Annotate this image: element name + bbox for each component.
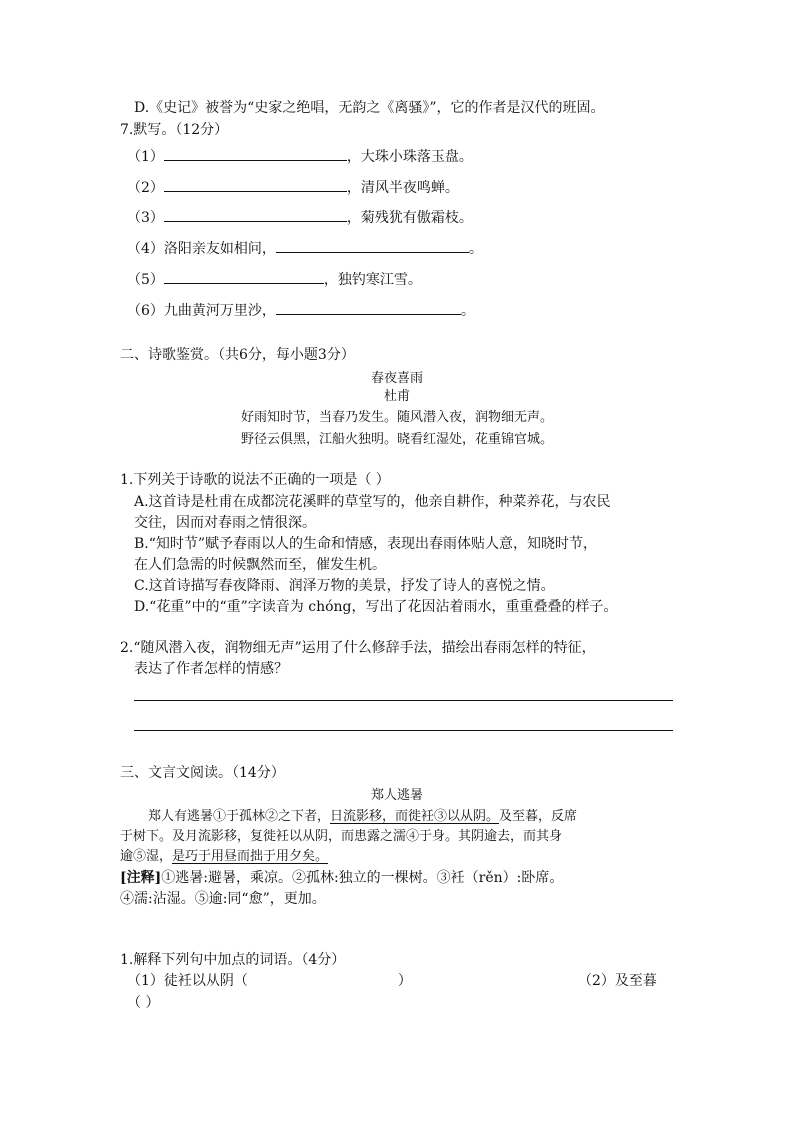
answer-blank[interactable] [276, 237, 469, 253]
poetry-q1-option-d: D.“花重”中的“重”字读音为 chóng，写出了花因沾着雨水，重重叠叠的样子。 [134, 599, 618, 615]
underlined-sentence: 是巧于用昼而拙于用夕矣。 [172, 849, 329, 864]
item-text: ，大珠小珠落玉盘。 [346, 149, 473, 165]
classical-q1-stem: 1.解释下列句中加点的词语。（4分） [120, 952, 346, 968]
passage-text: 及至暮，反席 [499, 809, 578, 824]
item-text: 。 [468, 241, 483, 257]
passage-text: 郑人有逃暑①于孤林②之下者， [148, 809, 331, 824]
answer-line[interactable] [134, 700, 673, 701]
answer-blank[interactable] [164, 145, 347, 161]
item-text: 洛阳亲友如相问， [163, 241, 276, 257]
item-text: 。 [460, 303, 475, 319]
poetry-q2-line-1: 2.“随风潜入夜，润物细无声”运用了什么修辞手法，描绘出春雨怎样的特征， [120, 640, 596, 656]
section-2-heading: 二、诗歌鉴赏。（共6分，每小题3分） [120, 347, 355, 363]
q7-item-3 [127, 206, 473, 228]
item-number: （2） [127, 180, 164, 196]
poetry-q1-option-c: C.这首诗描写春夜降雨、润泽万物的美景，抒发了诗人的喜悦之情。 [134, 578, 555, 594]
answer-blank[interactable] [164, 176, 347, 192]
classical-q1-item-2-paren[interactable]: （ ） [127, 995, 160, 1011]
answer-blank[interactable] [276, 299, 461, 315]
q7-item-6 [127, 299, 475, 321]
item-text: ，独钓寒江雪。 [323, 272, 422, 288]
item-text: ，清风半夜鸣蝉。 [346, 180, 459, 196]
passage-title: 郑人逃暑 [370, 788, 423, 803]
poetry-q1-stem: 1.下列关于诗歌的说法不正确的一项是（ ） [120, 472, 390, 488]
item-number: （1） [127, 149, 164, 165]
classical-q1-item-1 [127, 971, 412, 991]
poem-author: 杜甫 [383, 389, 410, 404]
item-text: ，菊残犹有傲霜枝。 [346, 210, 473, 226]
poetry-q1-option-b-cont: 在人们急需的时候飘然而至，催发生机。 [134, 557, 386, 573]
annotation-line-2: ④濡:沾湿。⑤逾:同“愈”，更加。 [120, 891, 326, 907]
poem-line-1: 好雨知时节，当春乃发生。随风潜入夜，润物细无声。 [240, 410, 553, 425]
q7-item-4 [127, 237, 483, 259]
q6-option-d: D.《史记》被誉为“史家之绝唱，无韵之《离骚》”，它的作者是汉代的班固。 [134, 100, 605, 116]
poetry-q1-option-b: B.“知时节”赋予春雨以人的生命和情感，表现出春雨体贴人意，知晓时节， [134, 536, 598, 552]
item-number: （3） [127, 210, 164, 226]
poetry-q1-option-a-cont: 交往，因而对春雨之情很深。 [134, 515, 316, 531]
item-text: ） [397, 973, 412, 989]
annotation-line-1 [120, 868, 563, 888]
passage-line-2: 于树下。及月流影移，复徙衽以从阴，而患露之濡④于身。其阴逾去，而其身 [120, 829, 563, 844]
passage-line-1 [148, 807, 577, 827]
poem-line-2: 野径云俱黑，江船火独明。晓看红湿处，花重锦官城。 [240, 432, 553, 447]
item-number: （6） [127, 303, 164, 319]
classical-q1-item-2: （2）及至暮 [578, 973, 657, 989]
answer-line[interactable] [134, 730, 673, 731]
poem-title: 春夜喜雨 [370, 371, 423, 386]
poetry-q2-line-2: 表达了作者怎样的情感？ [134, 661, 288, 677]
item-text: 九曲黄河万里沙， [163, 303, 276, 319]
answer-blank[interactable] [164, 268, 324, 284]
q7-item-2 [127, 176, 459, 198]
item-number: （5） [127, 272, 164, 288]
q7-item-1 [127, 145, 473, 167]
passage-text: 逾⑤湿， [120, 849, 173, 864]
annotation-label: [注释] [120, 870, 162, 886]
item-number: （4） [127, 241, 164, 257]
item-text: （1）徒衽以从阴（ [127, 973, 248, 989]
underlined-sentence: 日流影移，而徙衽③以从阴。 [330, 809, 500, 824]
passage-line-3 [120, 847, 328, 867]
section-3-heading: 三、文言文阅读。（14分） [120, 765, 285, 781]
annotation-text: ①逃暑:避暑，乘凉。②孤林:独立的一棵树。③衽（rěn）:卧席。 [161, 870, 564, 886]
poetry-q1-option-a: A.这首诗是杜甫在成都浣花溪畔的草堂写的，他亲自耕作，种菜养花，与农民 [134, 494, 611, 510]
q7-item-5 [127, 268, 422, 290]
answer-blank[interactable] [164, 206, 347, 222]
q7-title: 7.默写。（12分） [120, 122, 229, 138]
